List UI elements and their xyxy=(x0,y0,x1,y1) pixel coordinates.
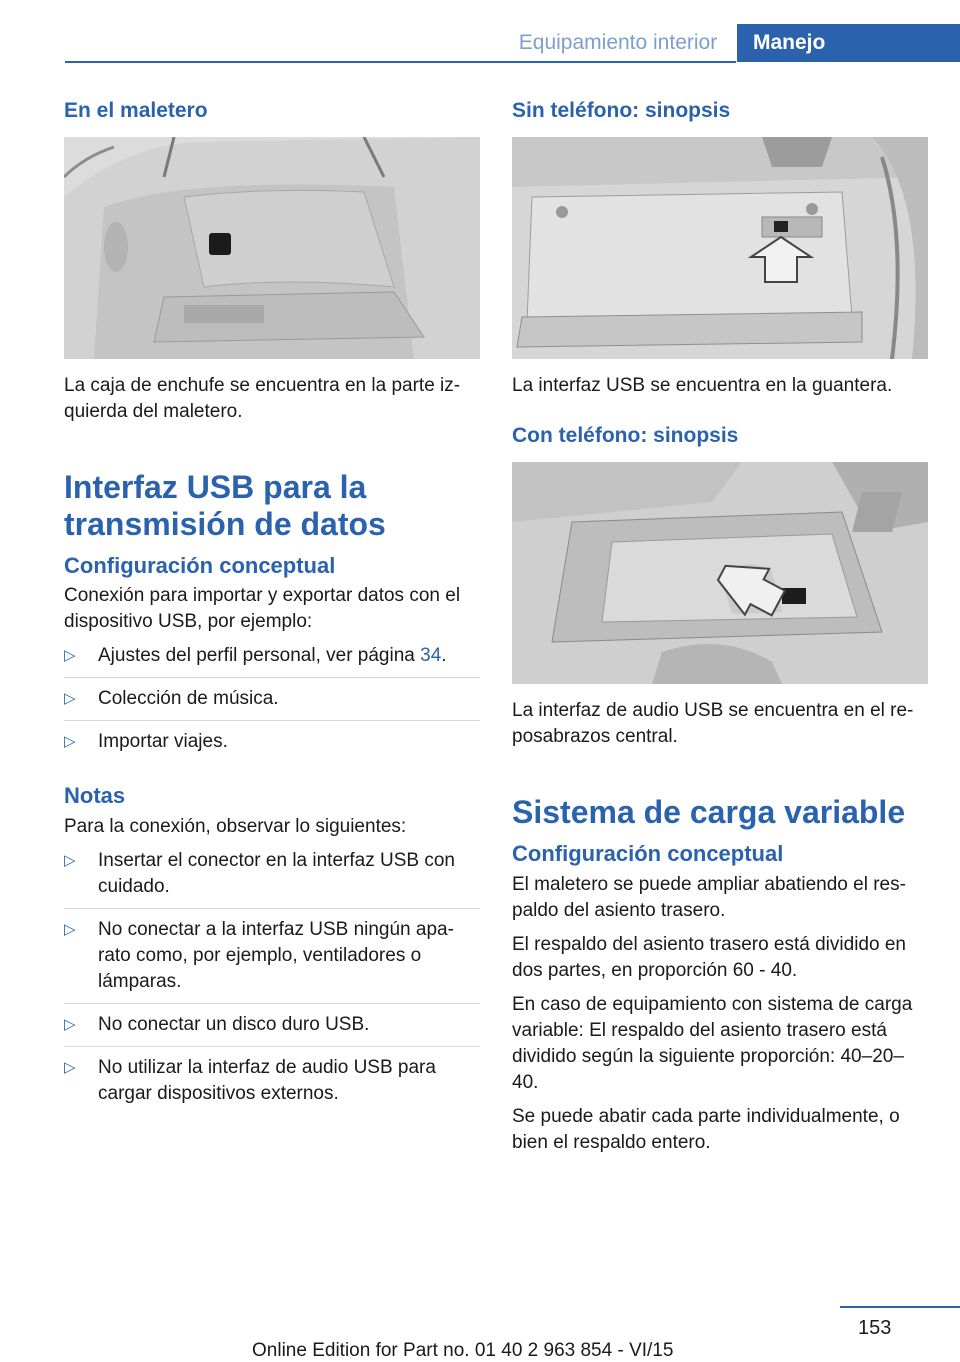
header-rule xyxy=(65,61,736,63)
concept-text: Conexión para importar y exportar datos con el dispositivo USB, por ejemplo: xyxy=(64,585,461,633)
triangle-right-icon: ▷ xyxy=(64,733,76,751)
triangle-right-icon: ▷ xyxy=(64,1015,76,1033)
trunk-photo xyxy=(64,137,480,359)
page-header xyxy=(0,0,960,62)
phone-heading: Con teléfono: sinopsis xyxy=(512,424,739,448)
no-phone-heading: Sin teléfono: sinopsis xyxy=(512,99,731,122)
list-item: ▷ Importar viajes. xyxy=(64,729,480,763)
triangle-right-icon: ▷ xyxy=(64,920,76,938)
list-item: ▷ No conectar a la interfaz USB ningún apa-rato como, por ejemplo, ventiladores o lámparas. xyxy=(64,917,480,1004)
concept-heading: Configuración conceptual xyxy=(64,552,336,578)
page-link[interactable]: 34 xyxy=(420,645,442,667)
no-phone-caption: La interfaz USB se encuentra en la guantera. xyxy=(512,375,893,397)
trunk-caption: La caja de enchufe se encuentra en la parte iz-quierda del maletero. xyxy=(64,375,461,423)
glovebox-photo xyxy=(512,137,928,359)
list-item: ▷ Ajustes del perfil personal, ver página 34. xyxy=(64,643,480,678)
list-item: ▷ No conectar un disco duro USB. xyxy=(64,1012,480,1047)
cargo-paragraph: El respaldo del asiento trasero está dividido en dos partes, en proporción 60 - 40. xyxy=(512,933,906,981)
cargo-paragraph: En caso de equipamiento con sistema de carga variable: El respaldo del asiento trasero está dividido según la siguiente proporción: 40–20–40. xyxy=(512,993,913,1093)
notes-text: Para la conexión, observar lo siguientes: xyxy=(64,815,407,837)
cargo-title: Sistema de carga variable xyxy=(512,794,906,831)
page-number: 153 xyxy=(858,1317,892,1339)
list-item: ▷ Colección de música. xyxy=(64,686,480,721)
edition-footer: Online Edition for Part no. 01 40 2 963 854 - VI/15 xyxy=(252,1340,674,1361)
footer-rule xyxy=(840,1306,960,1308)
list-item: ▷ Insertar el conector en la interfaz USB con cuidado. xyxy=(64,848,480,909)
cargo-concept-heading: Configuración conceptual xyxy=(512,841,784,867)
cargo-paragraph: El maletero se puede ampliar abatiendo el res-paldo del asiento trasero. xyxy=(512,873,906,921)
chapter-tab[interactable]: Manejo xyxy=(737,24,960,62)
phone-caption: La interfaz de audio USB se encuentra en el re-posabrazos central. xyxy=(512,700,914,748)
notes-heading: Notas xyxy=(64,783,126,809)
trunk-heading: En el maletero xyxy=(64,99,208,122)
section-tab[interactable]: Equipamiento interior xyxy=(518,31,718,54)
cargo-paragraph: Se puede abatir cada parte individualmente, o bien el respaldo entero. xyxy=(512,1105,900,1153)
concept-list xyxy=(64,643,480,763)
triangle-right-icon: ▷ xyxy=(64,1058,76,1076)
right-column xyxy=(512,98,928,1164)
triangle-right-icon: ▷ xyxy=(64,647,76,665)
triangle-right-icon: ▷ xyxy=(64,851,76,869)
left-column xyxy=(64,98,480,1135)
usb-title: Interfaz USB para la transmisión de datos xyxy=(64,469,386,543)
triangle-right-icon: ▷ xyxy=(64,690,76,708)
list-item: ▷ No utilizar la interfaz de audio USB para cargar dispositivos externos. xyxy=(64,1056,436,1104)
armrest-photo xyxy=(512,462,928,684)
notes-list xyxy=(64,848,480,1115)
